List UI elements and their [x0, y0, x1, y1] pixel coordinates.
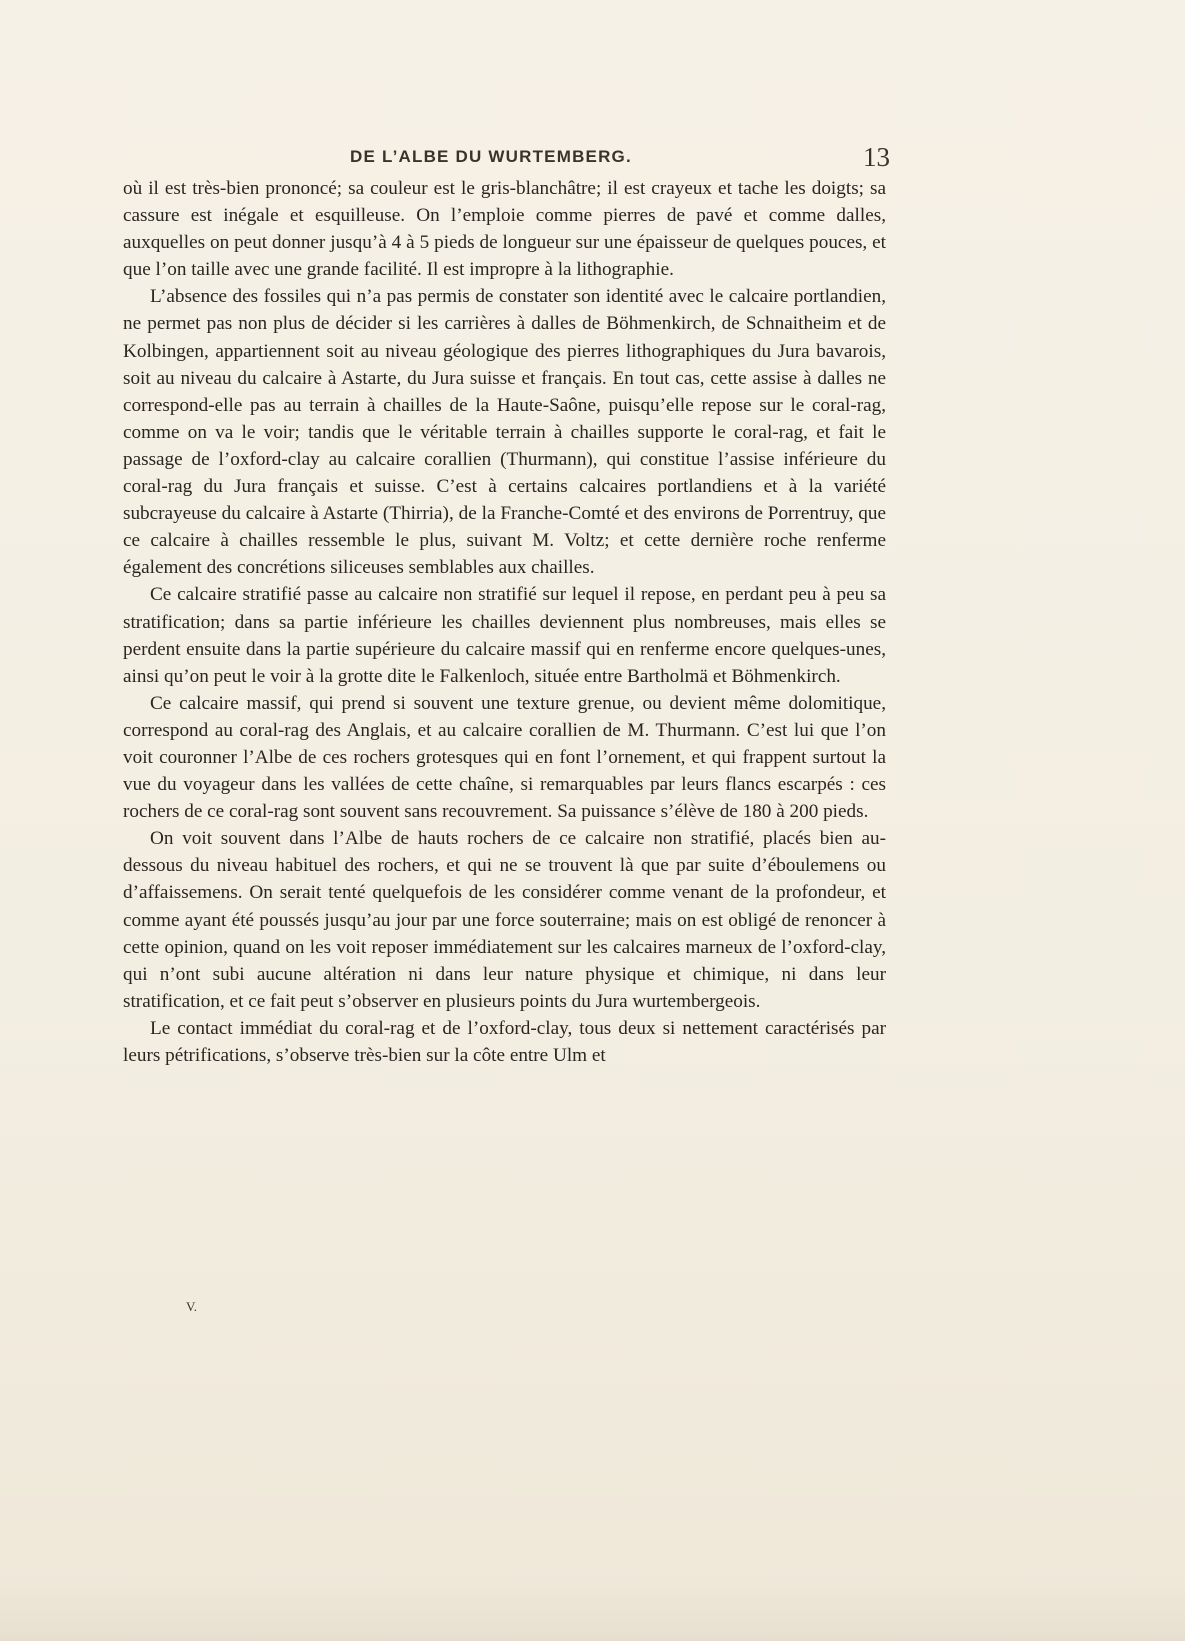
- paragraph-3: Ce calcaire stratifié passe au calcaire non stratifié sur lequel il repose, en perdant peu à peu sa stratification; dans sa partie inférieure les chailles deviennent plus nombreuses, mais elles se perdent ensuite dans la partie supérieure du calcaire massif qui en renferme encore quelques-unes, ainsi qu’on peut le voir à la grotte dite le Falkenloch, située entre Bartholmä et Böhmenkirch.: [123, 584, 886, 687]
- page-aging-shade: [0, 1581, 1185, 1641]
- body-text: [123, 175, 886, 1069]
- signature-mark: V.: [186, 1299, 197, 1314]
- page-number: 13: [863, 142, 890, 172]
- paragraph-4: Ce calcaire massif, qui prend si souvent une texture grenue, ou devient même dolomitique, correspond au coral-rag des Anglais, et au calcaire corallien de M. Thurmann. C’est lui que l’on voit couronner l’Albe de ces rochers grotesques qui en font l’ornement, et qui frappent surtout la vue du voyageur dans les vallées de cette chaîne, si remarquables par leurs flancs escarpés : ces rochers de ce coral-rag sont souvent sans recouvrement. Sa puissance s’élève de 180 à 200 pieds.: [123, 692, 886, 823]
- running-title: DE L’ALBE DU WURTEMBERG.: [350, 147, 632, 166]
- paragraph-5: On voit souvent dans l’Albe de hauts rochers de ce calcaire non stratifié, placés bien au-dessous du niveau habituel des rochers, et qui ne se trouvent là que par suite d’éboulemens ou d’affaissemens. On serait tenté quelquefois de les considérer comme venant de la profondeur, et comme ayant été poussés jusqu’au jour par une force souterraine; mais on est obligé de renoncer à cette opinion, quand on les voit reposer immédiatement sur les calcaires marneux de l’oxford-clay, qui n’ont subi aucune altération ni dans leur nature physique et chimique, ni dans leur stratification, et ce fait peut s’observer en plusieurs points du Jura wurtembergeois.: [123, 828, 886, 1012]
- paragraph-2: L’absence des fossiles qui n’a pas permis de constater son identité avec le calcaire portlandien, ne permet pas non plus de décider si les carrières à dalles de Böhmenkirch, de Schnaitheim et de Kolbingen, appartiennent soit au niveau géologique des pierres lithographiques du Jura bavarois, soit au niveau du calcaire à Astarte, du Jura suisse et français. En tout cas, cette assise à dalles ne correspond-elle pas au terrain à chailles de la Haute-Saône, puisqu’elle repose sur le coral-rag, comme on va le voir; tandis que le véritable terrain à chailles supporte le coral-rag, et fait le passage de l’oxford-clay au calcaire corallien (Thurmann), qui constitue l’assise inférieure du coral-rag du Jura français et suisse. C’est à certains calcaires portlandiens et à la variété subcrayeuse du calcaire à Astarte (Thirria), de la Franche-Comté et des environs de Porrentruy, que ce calcaire à chailles ressemble le plus, suivant M. Voltz; et cette dernière roche renferme également des concrétions siliceuses semblables aux chailles.: [123, 286, 886, 579]
- page-header: [350, 142, 890, 172]
- paragraph-1: où il est très-bien prononcé; sa couleur est le gris-blanchâtre; il est crayeux et tache les doigts; sa cassure est inégale et esquilleuse. On l’emploie comme pierres de pavé et comme dalles, auxquelles on peut donner jusqu’à 4 à 5 pieds de longueur sur une épaisseur de quelques pouces, et que l’on taille avec une grande facilité. Il est impropre à la lithographie.: [123, 178, 886, 281]
- paragraph-6: Le contact immédiat du coral-rag et de l’oxford-clay, tous deux si nettement caractérisés par leurs pétrifications, s’observe très-bien sur la côte entre Ulm et: [123, 1017, 886, 1066]
